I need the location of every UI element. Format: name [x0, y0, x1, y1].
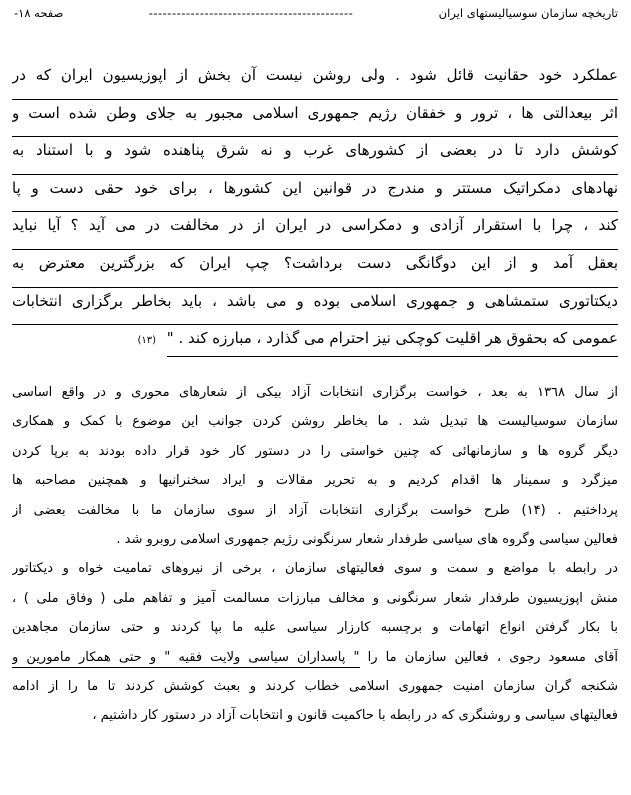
body-line: دیگر گروه ها و سازمانهائی که چنین خواستی را در دستور کار خود قرار داده بودند به برپا کردن: [12, 443, 618, 459]
quote-last-line: [12, 325, 618, 363]
page-number: صفحه ۱۸-: [14, 6, 64, 20]
body-line: فعالیتهای سیاسی و روشنگری که در رابطه با حاکمیت قانون و انتخابات آزاد در دستور کار داشتیم ،: [92, 708, 618, 724]
body-line: از سال ۱۳٦۸ به بعد ، خواست برگزاری انتخابات آزاد بیکی از شعارهای محوری و در واقع اساسی: [12, 385, 618, 400]
underlined-phrase: " پاسداران سیاسی ولایت فقیه " و حتی همکار مامورین و: [12, 650, 360, 668]
body-line: با بکار گرفتن انواع اتهامات و برچسبه کارزار سیاسی علیه ما بپا کردند و حتی سازمان مجاهدین: [12, 620, 618, 636]
body-line: منش اپوزیسیون طرفدار شعار سرنگونی و مخالف مبارزات مسالمت آمیز و تفاهم ملی ( وفاق ملی ) ،: [12, 590, 618, 606]
quote-last-line-text: عمومی که بحقوق هر اقلیت کوچکی نیز احترام می گذارد ، مبارزه کند . ": [167, 329, 618, 357]
body-line: شکنجه گران سازمان امنیت جمهوری اسلامی خطاب کردند و بعبث کوشش کردند تا ما را از ادامه: [12, 678, 618, 694]
body-line: فعالین سیاسی وگروه های سیاسی طرفدار شعار سرنگونی رژیم جمهوری اسلامی روبرو شد .: [116, 531, 618, 547]
header-separator: --------------------------------------------: [148, 6, 354, 20]
body-line-text: آقای مسعود رجوی ، فعالین سازمان ما را: [359, 649, 618, 665]
quote-line: بعقل آمد و از این دوگانگی دست برداشت؟ چپ ایران که بزرگترین معترض به: [12, 250, 618, 288]
quote-line: اثر بیعدالتی ها ، ترور و خفقان رژیم جمهوری اسلامی مجبور به جلای وطن شده است و: [12, 100, 618, 138]
quote-line: کوشش دارد تا در بعضی از کشورهای غرب و نه شرق پناهنده شود و با استناد به: [12, 137, 618, 175]
body-line: سازمان سوسیالیست ها تبدیل شد . ما بخاطر روشن کردن جوانب این موضوع با کمک و همکاری: [12, 414, 618, 430]
quote-line: دیکتاتوری ستمشاهی و جمهوری اسلامی بوده و می باشد ، باید بخاطر برگزاری انتخابات: [12, 288, 618, 326]
quote-line: نهادهای دمکراتیک مستتر و مندرج در قوانین این کشورها ، برای خود حقی دست و پا: [12, 175, 618, 213]
body-paragraph: [12, 382, 618, 735]
page-header: [14, 4, 618, 22]
body-line: میزگرد و سمینار ها اقدام کردیم و به تحریر مقالات و ایراد سخنرانیها و همچنین مصاحبه ها: [12, 473, 618, 489]
body-line: پرداختیم . (۱۴) طرح خواست برگزاری انتخابات آزاد از سوی سازمان ما با مخالفت بعضی از: [12, 502, 618, 518]
footnote-marker: (۱۳): [137, 335, 156, 347]
document-title: تاریخچه سازمان سوسیالیستهای ایران: [438, 6, 618, 20]
body-line: در رابطه با مواضع و سمت و سوی فعالیتهای سازمان ، برخی از نیروهای تمامیت خواه و دیکتاتور: [12, 561, 618, 577]
quote-line: کند ، چرا با استقرار آزادی و دمکراسی در ایران از در مخالفت در می آید ؟ آیا نباید: [12, 212, 618, 250]
quote-line: عملکرد خود حقانیت قائل شود . ولی روشن نیست آن بخش از اپوزیسیون ایران که در: [12, 62, 618, 100]
body-line-underlined: [12, 647, 618, 676]
quoted-block: [12, 62, 618, 363]
